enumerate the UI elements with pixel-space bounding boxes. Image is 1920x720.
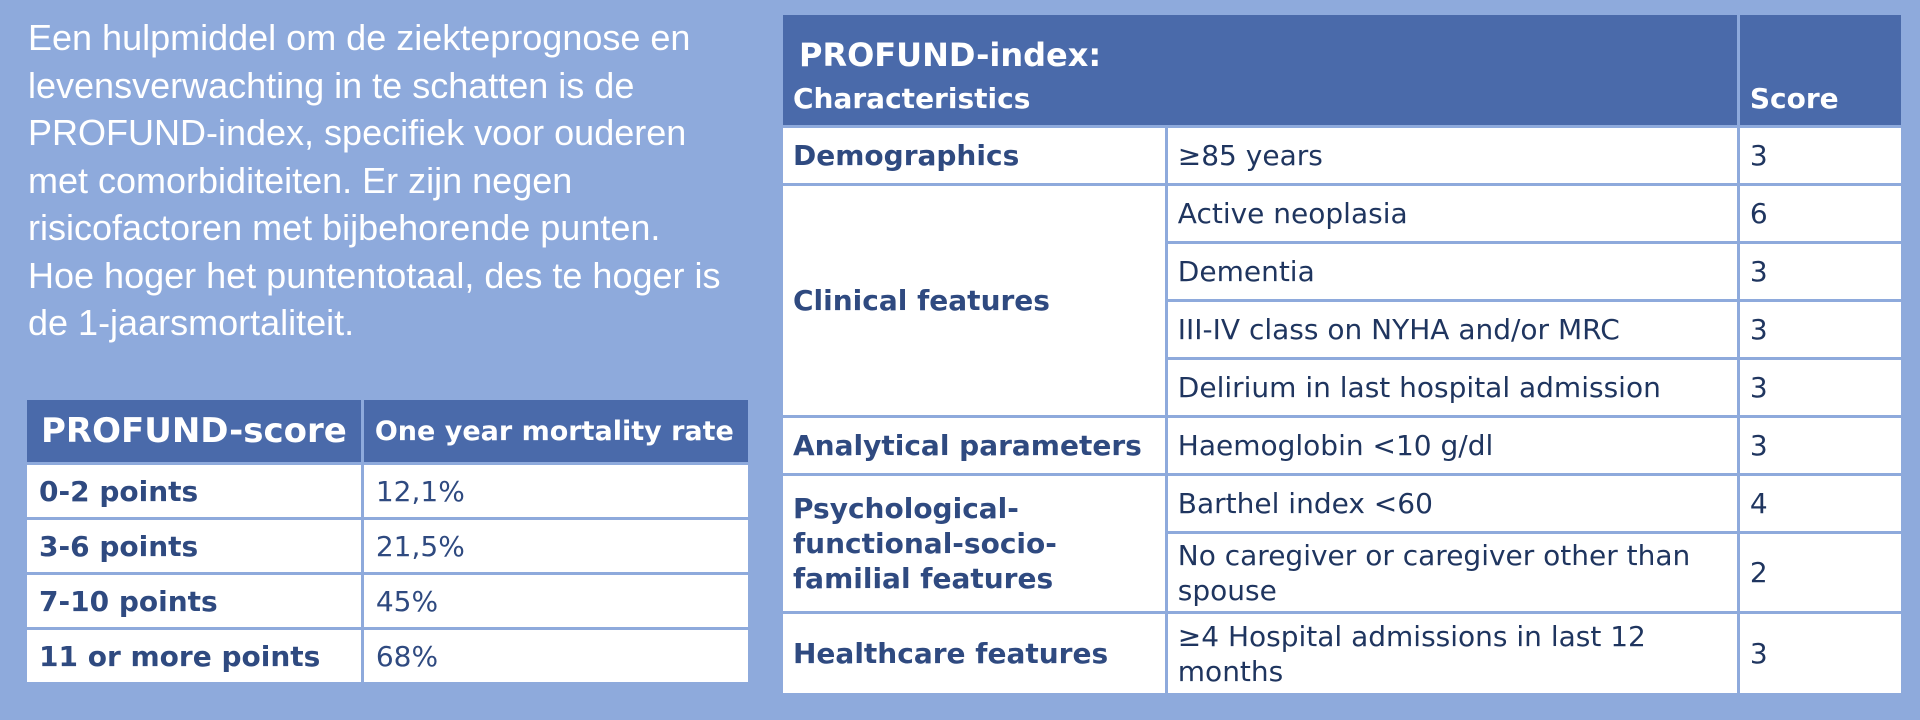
table-row (26, 464, 750, 519)
category-healthcare: Healthcare features (782, 613, 1167, 695)
index-title: PROFUND-index: (799, 36, 1102, 74)
score-cell: 3 (1738, 359, 1902, 417)
table-row (26, 519, 750, 574)
feature-cell: III-IV class on NYHA and/or MRC (1166, 301, 1738, 359)
score-cell: 4 (1738, 475, 1902, 533)
points-cell: 7-10 points (26, 574, 363, 629)
rate-cell: 12,1% (362, 464, 749, 519)
points-cell: 3-6 points (26, 519, 363, 574)
rate-cell: 45% (362, 574, 749, 629)
table-row (26, 629, 750, 684)
score-cell: 3 (1738, 301, 1902, 359)
category-clinical: Clinical features (782, 185, 1167, 417)
feature-cell: ≥4 Hospital admissions in last 12 months (1166, 613, 1738, 695)
mortality-rate-header: One year mortality rate (362, 399, 749, 464)
table-header-row (26, 399, 750, 464)
profund-index-table (780, 12, 1904, 696)
table-row (782, 417, 1903, 475)
profund-score-table (24, 397, 751, 685)
score-cell: 2 (1738, 533, 1902, 613)
rate-cell: 68% (362, 629, 749, 684)
score-cell: 3 (1738, 127, 1902, 185)
characteristics-label: Characteristics (793, 82, 1031, 115)
category-analytical: Analytical parameters (782, 417, 1167, 475)
intro-paragraph: Een hulpmiddel om de ziekteprognose en levensverwachting in te schatten is de PROFUND-index, specifiek voor ouderen met comorbiditeiten. Er zijn negen risicofactoren met bijbehorende punten. Hoe hoger het puntentotaal, des te hoger is de 1-jaarsmortaliteit. (28, 17, 721, 343)
feature-cell: No caregiver or caregiver other than spouse (1166, 533, 1738, 613)
feature-cell: Barthel index <60 (1166, 475, 1738, 533)
feature-cell: Delirium in last hospital admission (1166, 359, 1738, 417)
feature-cell: Active neoplasia (1166, 185, 1738, 243)
score-cell: 6 (1738, 185, 1902, 243)
score-cell: 3 (1738, 417, 1902, 475)
score-cell: 3 (1738, 243, 1902, 301)
table-row (782, 475, 1903, 533)
score-header: Score (1738, 14, 1902, 127)
points-cell: 0-2 points (26, 464, 363, 519)
table-row (782, 185, 1903, 243)
characteristics-header (782, 14, 1739, 127)
table-row (782, 613, 1903, 695)
table-row (26, 574, 750, 629)
points-cell: 11 or more points (26, 629, 363, 684)
table-row (782, 127, 1903, 185)
category-demographics: Demographics (782, 127, 1167, 185)
score-cell: 3 (1738, 613, 1902, 695)
feature-cell: Dementia (1166, 243, 1738, 301)
profund-score-header: PROFUND-score (26, 399, 363, 464)
rate-cell: 21,5% (362, 519, 749, 574)
table-header-row (782, 14, 1903, 127)
feature-cell: ≥85 years (1166, 127, 1738, 185)
feature-cell: Haemoglobin <10 g/dl (1166, 417, 1738, 475)
category-psychological: Psychological-functional-socio-familial features (782, 475, 1167, 613)
